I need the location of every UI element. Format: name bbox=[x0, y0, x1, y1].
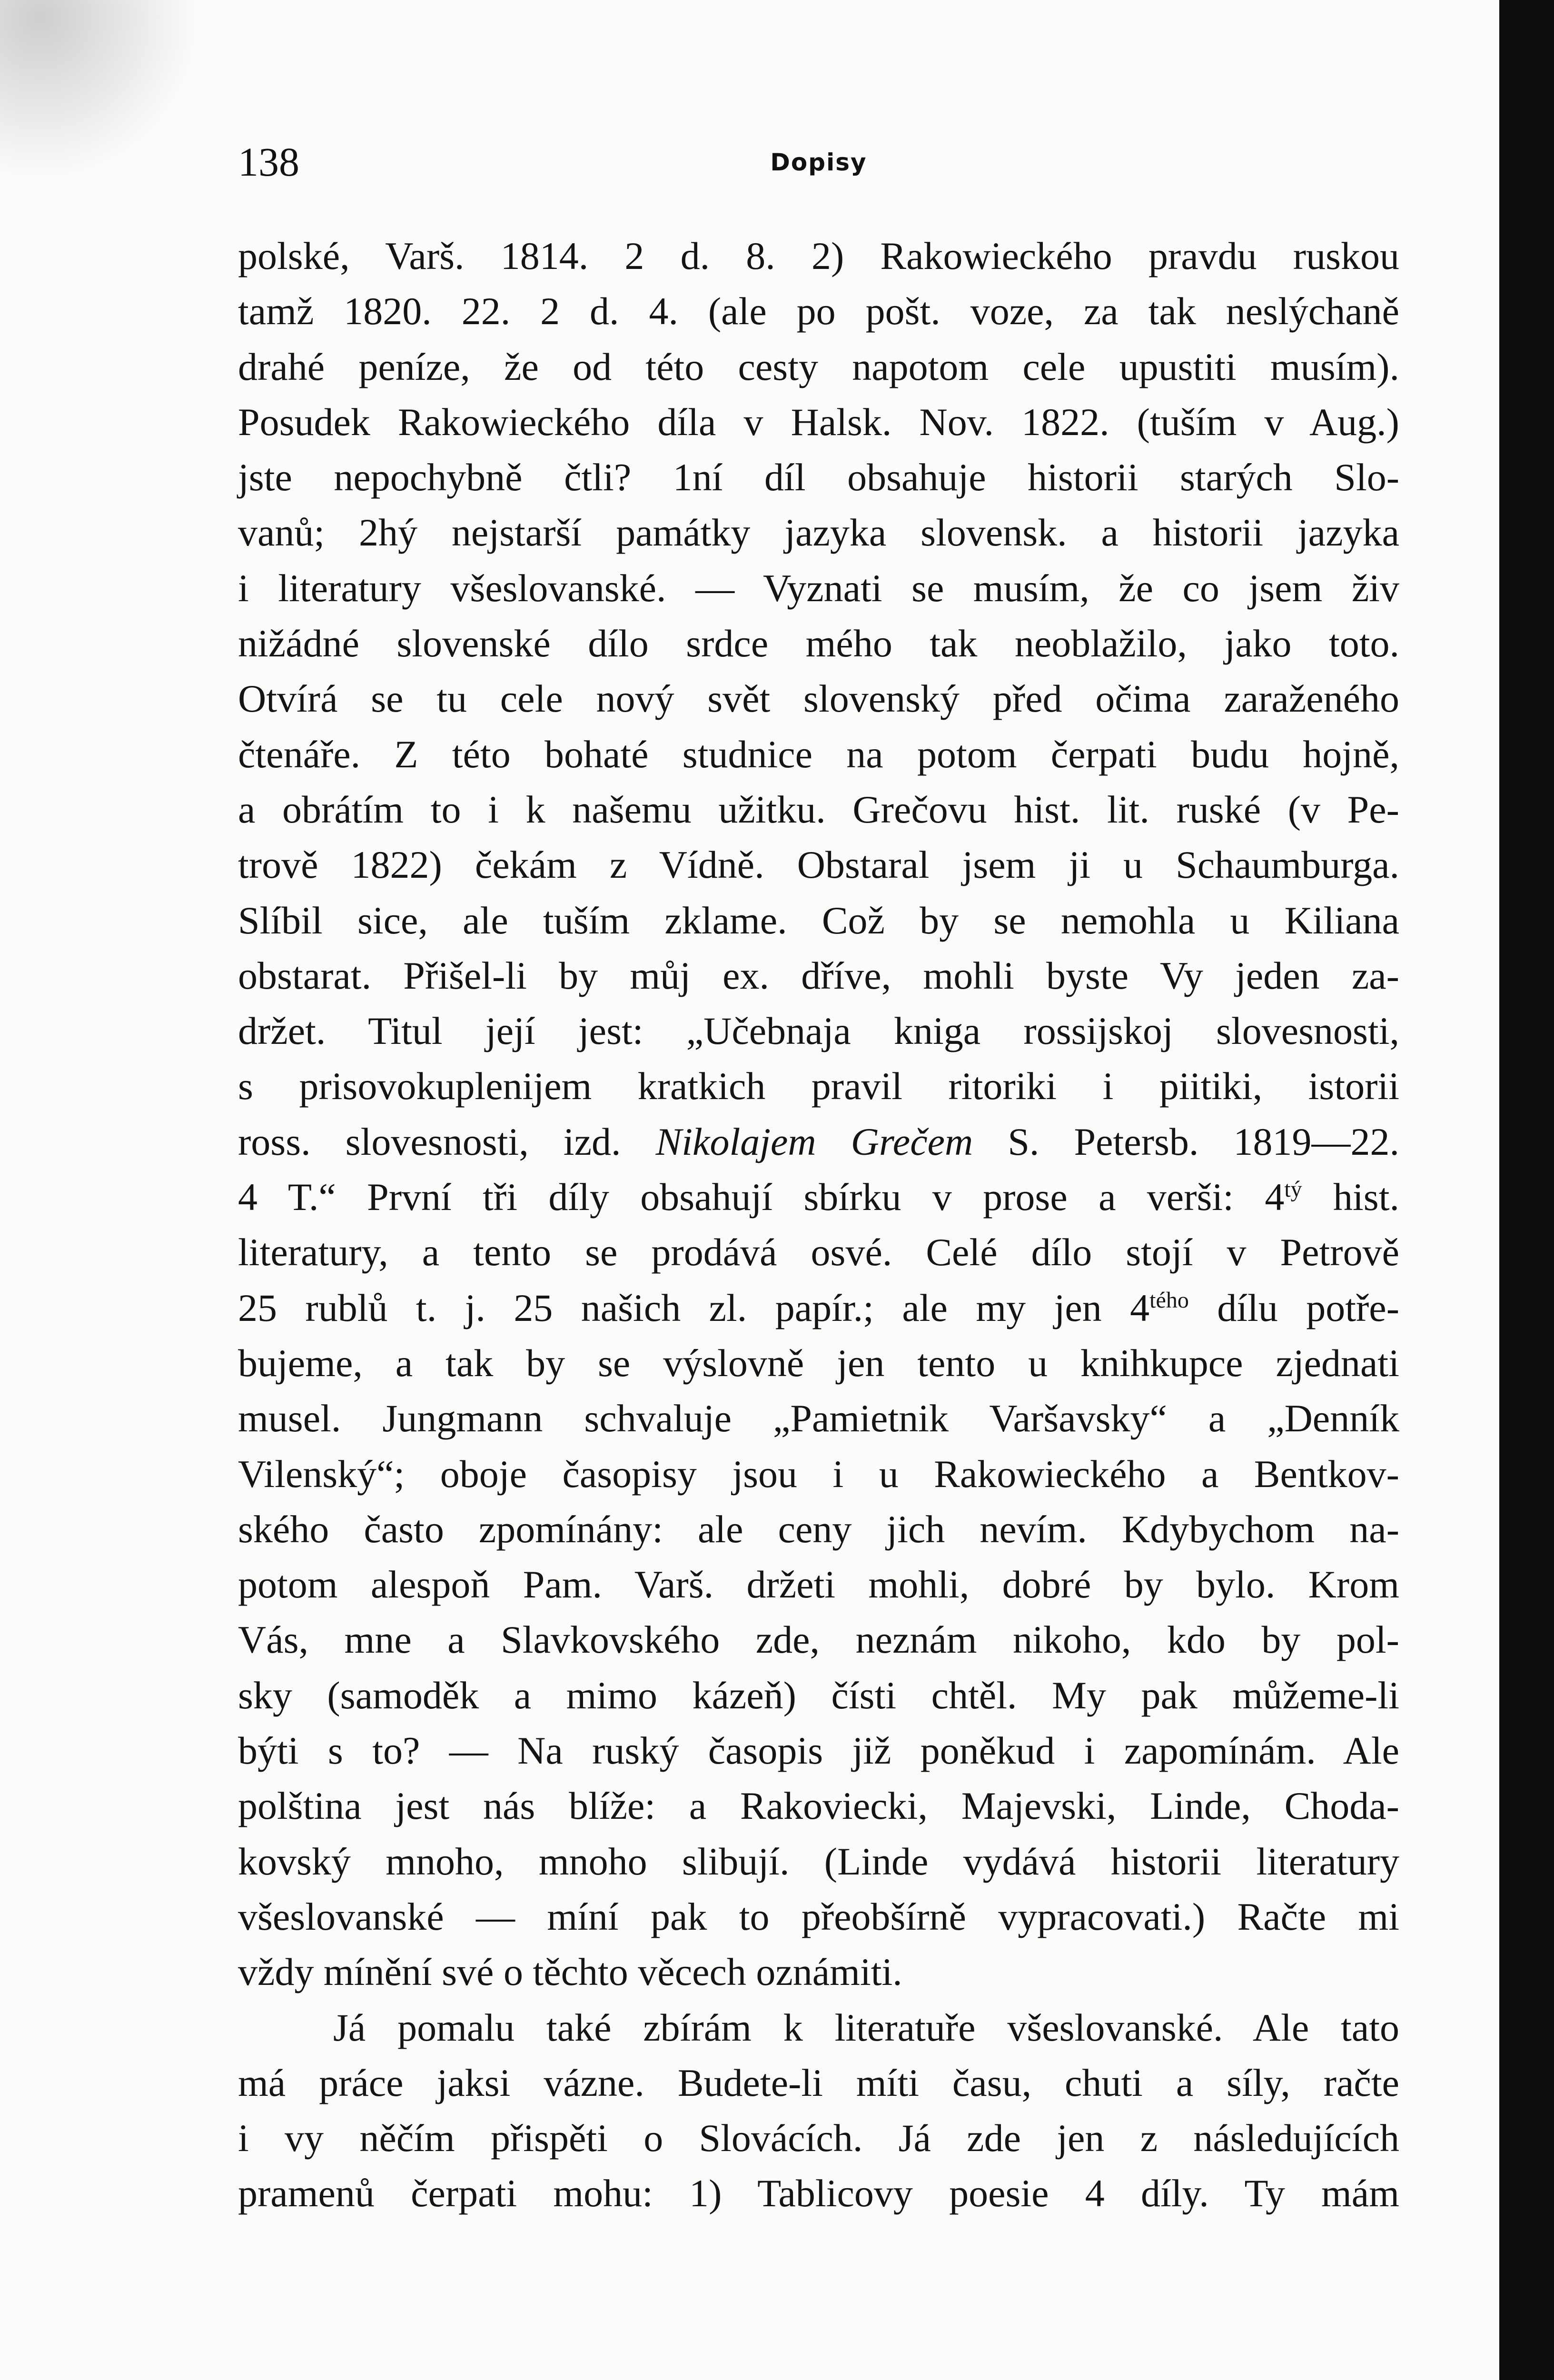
text-line: potom alespoň Pam. Varš. držeti mohli, dobré by bylo. Krom bbox=[238, 1563, 1399, 1606]
text-line: Já pomalu také zbírám k literatuře všeslovanské. Ale tato bbox=[333, 2005, 1399, 2049]
superscript: tého bbox=[1149, 1287, 1189, 1313]
running-head: Dopisy bbox=[770, 149, 867, 176]
text-line: Slíbil sice, ale tuším zklame. Což by se nemohla u Kiliana bbox=[238, 898, 1399, 942]
text-line: literatury, a tento se prodává osvé. Celé dílo stojí v Petrově bbox=[238, 1230, 1399, 1274]
text-fragment: ross. slovesnosti, izd. bbox=[238, 1120, 656, 1163]
text-line: tamž 1820. 22. 2 d. 4. (ale po pošt. voze, za tak neslýchaně bbox=[238, 289, 1399, 333]
text-line: trově 1822) čekám z Vídně. Obstaral jsem ji u Schaumburga. bbox=[238, 843, 1399, 887]
text-line: Otvírá se tu cele nový svět slovenský před očima zaraženého bbox=[238, 677, 1399, 721]
text-line: bujeme, a tak by se výslovně jen tento u knihkupce zjednati bbox=[238, 1341, 1399, 1385]
page-header bbox=[238, 136, 1399, 188]
text-line: kovský mnoho, mnoho slibují. (Linde vydává historii literatury bbox=[238, 1839, 1399, 1883]
body-text bbox=[238, 228, 1399, 2221]
text-line: všeslovanské — míní pak to přeobšírně vypracovati.) Račte mi bbox=[238, 1894, 1399, 1938]
italic-name: Nikolajem Grečem bbox=[655, 1120, 973, 1163]
text-line: drahé peníze, že od této cesty napotom cele upustiti musím). bbox=[238, 345, 1399, 388]
text-line bbox=[238, 1170, 1399, 1225]
text-line: i literatury všeslovanské. — Vyznati se musím, že co jsem živ bbox=[238, 566, 1399, 610]
text-line: jste nepochybně čtli? 1ní díl obsahuje historii starých Slo- bbox=[238, 456, 1399, 499]
text-line bbox=[238, 1280, 1399, 1336]
text-line: ského často zpomínány: ale ceny jich nevím. Kdybychom na- bbox=[238, 1507, 1399, 1551]
text-line: má práce jaksi vázne. Budete-li míti času, chuti a síly, račte bbox=[238, 2061, 1399, 2104]
text-fragment: 25 rublů t. j. 25 našich zl. papír.; ale my jen 4 bbox=[238, 1286, 1150, 1329]
text-line: polské, Varš. 1814. 2 d. 8. 2) Rakowieckého pravdu ruskou bbox=[238, 234, 1399, 278]
text-line: a obrátím to i k našemu užitku. Grečovu hist. lit. ruské (v Pe- bbox=[238, 787, 1399, 831]
text-line: i vy něčím přispěti o Slovácích. Já zde jen z následujících bbox=[238, 2116, 1399, 2160]
text-line: sky (samoděk a mimo kázeň) čísti chtěl. My pak můžeme-li bbox=[238, 1673, 1399, 1717]
text-line: držet. Titul její jest: „Učebnaja kniga rossijskoj slovesnosti, bbox=[238, 1009, 1399, 1053]
text-fragment: dílu potře- bbox=[1188, 1286, 1399, 1329]
text-line: Vilenský“; oboje časopisy jsou i u Rakowieckého a Bentkov- bbox=[238, 1452, 1399, 1496]
text-line: Vás, mne a Slavkovského zde, neznám nikoho, kdo by pol- bbox=[238, 1618, 1399, 1662]
text-line: musel. Jungmann schvaluje „Pamietnik Varšavsky“ a „Denník bbox=[238, 1397, 1399, 1440]
text-line: vanů; 2hý nejstarší památky jazyka slovensk. a historii jazyka bbox=[238, 511, 1399, 555]
text-line: nižádné slovenské dílo srdce mého tak neoblažilo, jako toto. bbox=[238, 622, 1399, 665]
text-line: býti s to? — Na ruský časopis již poněkud i zapomínám. Ale bbox=[238, 1729, 1399, 1773]
page-stain bbox=[0, 0, 200, 181]
text-line: vždy mínění své o těchto věcech oznámiti. bbox=[238, 1950, 902, 1994]
scan-edge bbox=[1499, 0, 1554, 2380]
text-line: s prisovokuplenijem kratkich pravil ritoriki i piitiki, istorii bbox=[238, 1064, 1399, 1108]
text-line: Posudek Rakowieckého díla v Halsk. Nov. 1822. (tuším v Aug.) bbox=[238, 400, 1399, 444]
text-fragment: 4 T.“ První tři díly obsahují sbírku v prose a verši: 4 bbox=[238, 1175, 1285, 1219]
text-line: čtenáře. Z této bohaté studnice na potom čerpati budu hojně, bbox=[238, 732, 1399, 776]
text-line bbox=[238, 1114, 1399, 1170]
text-fragment: S. Petersb. 1819—22. bbox=[973, 1120, 1399, 1163]
text-line: polština jest nás blíže: a Rakoviecki, Majevski, Linde, Choda- bbox=[238, 1784, 1399, 1828]
text-line: obstarat. Přišel-li by můj ex. dříve, mohli byste Vy jeden za- bbox=[238, 953, 1399, 997]
superscript: tý bbox=[1284, 1177, 1302, 1202]
page-number: 138 bbox=[238, 139, 299, 185]
text-line: pramenů čerpati mohu: 1) Tablicovy poesie 4 díly. Ty mám bbox=[238, 2172, 1399, 2215]
text-fragment: hist. bbox=[1302, 1175, 1399, 1219]
